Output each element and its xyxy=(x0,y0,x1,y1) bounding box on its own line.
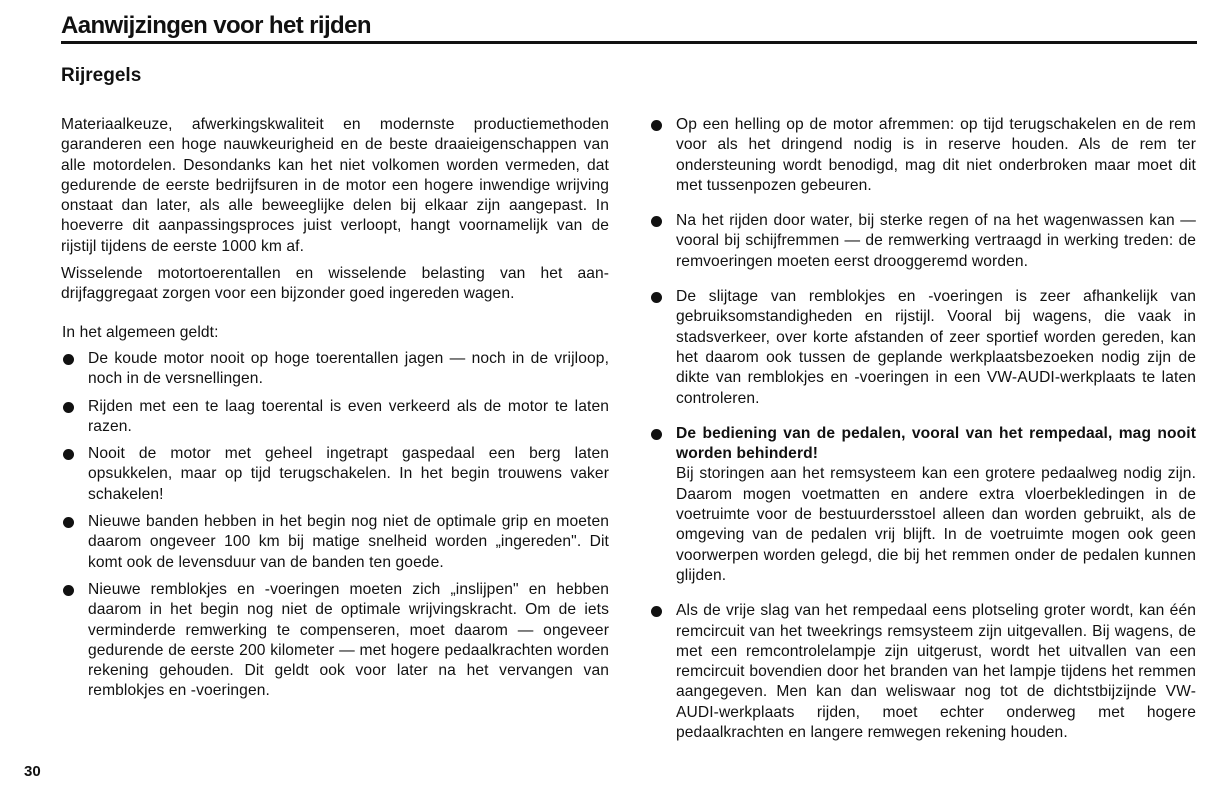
list-item xyxy=(61,512,609,573)
list-item-text: Nieuwe remblokjes en -voeringen moeten zich „inslijpen" en hebben daarom in het begin nog niet de optimale wrijvingskracht. Om de iets verminderde remwerking te compenseren, moet daarom — ongeveer gedurende de eerste 200 kilometer — met hogere pedaalkrachten worden rekening gehouden. Dit geldt ook voor later na het vervangen van remblokjes en -voeringen. xyxy=(88,580,609,700)
list-item xyxy=(61,580,609,702)
list-item xyxy=(649,424,1196,586)
list-item xyxy=(61,397,609,438)
list-item-text: Nooit de motor met geheel ingetrapt gaspedaal een berg laten opsukkelen, maar op tijd terugschakelen. In het begin trouwens vaker schakelen! xyxy=(88,445,609,503)
title-rule xyxy=(61,41,1197,44)
rules-subheading: In het algemeen geldt: xyxy=(62,323,219,341)
list-item xyxy=(649,115,1196,196)
bullet-icon xyxy=(651,120,662,131)
bullet-icon xyxy=(63,402,74,413)
bullet-icon xyxy=(651,216,662,227)
list-item-text: Bij storingen aan het remsysteem kan een grotere pedaalweg nodig zijn. Daarom mogen voetmatten en andere extra vloerbekledingen in de voetruimte voor de bestuurdersstoel alleen dan worden gebruikt, als de omgeving van de pedalen vrij blijft. In de voetruimte mogen ook geen voorwerpen worden gelegd, die bij het remmen onder de pedalen kunnen glijden. xyxy=(676,465,1196,584)
list-item xyxy=(649,601,1196,743)
list-item xyxy=(649,287,1196,409)
bullet-icon xyxy=(63,517,74,528)
right-column xyxy=(649,115,1196,758)
intro-paragraph: Wisselende motortoerentallen en wisselende belasting van het aandrijfaggregaat zorgen voor een bijzonder goed ingereden wagen. xyxy=(61,265,609,303)
bullet-icon xyxy=(651,429,662,440)
list-item-text: De slijtage van remblokjes en -voeringen is zeer afhankelijk van gebruiksomstandigheden en rijstijl. Vooral bij wagens, die vaak in stadsverkeer, over korte afstanden of zeer sportief worden gereden, kan het daarom ook tussen de geplande werkplaatsbezoeken nodig zijn de dikte van remblokjes en -voeringen in een VW-AUDI-werkplaats te laten controleren. xyxy=(676,288,1196,407)
list-item xyxy=(61,349,609,390)
bullet-icon xyxy=(63,354,74,365)
list-item-text: Na het rijden door water, bij sterke regen of na het wagenwassen kan — vooral bij schijfremmen — de remwerking vertraagd in werking treden: de remvoeringen moeten eerst drooggeremd worden. xyxy=(676,212,1196,270)
warning-heading: De bediening van de pedalen, vooral van het rempedaal, mag nooit worden behinderd! xyxy=(676,424,1196,463)
left-column xyxy=(61,115,609,709)
list-item-text: Nieuwe banden hebben in het begin nog niet de optimale grip en moeten daarom ongeveer 100 km bij matige snelheid worden „ingereden". Dit komt ook de levensduur van de banden ten goede. xyxy=(88,513,609,571)
list-item xyxy=(649,211,1196,272)
list-item-text: De koude motor nooit op hoge toerentallen jagen — noch in de vrijloop, noch in de versnellingen. xyxy=(88,349,609,388)
list-item xyxy=(61,444,609,505)
bullet-icon xyxy=(63,449,74,460)
page-title: Aanwijzingen voor het rijden xyxy=(61,12,371,39)
bullet-icon xyxy=(651,606,662,617)
left-bullet-list xyxy=(61,349,609,702)
right-bullet-list xyxy=(649,115,1196,743)
section-title: Rijregels xyxy=(61,65,142,86)
bullet-icon xyxy=(63,585,74,596)
list-item-text: Rijden met een te laag toerental is even verkeerd als de motor te laten razen. xyxy=(88,397,609,435)
intro-paragraph: Materiaalkeuze, afwerkingskwaliteit en modernste productiemethoden garanderen een hoge nauwkeurigheid en de beste draaieigenschappen van alle motordelen. Desondanks kan het niet volkomen worden vermeden, dat gedurende de eerste bedrijfsuren in de motor een hogere inwendige wrijving onstaat dan later, als alle beweeglijke delen bij elkaar zijn aangepast. In hoeverre dit aanpassingsproces juist verloopt, hangt voornamelijk van de rijstijl tijdens de eerste 1000 km af. xyxy=(61,116,609,255)
list-item-text: Als de vrije slag van het rempedaal eens plotseling groter wordt, kan één remcircuit van het tweekrings remsysteem zijn uitgevallen. Bij wagens, de met een remcontrolelampje zijn uitgerust, wordt het uitvallen van een remcircuit bovendien door het branden van het lampje tijdens het remmen aangegeven. Men kan dan weliswaar nog tot de dichtstbijzijnde VW-AUDI-werkplaats rijden, moet echter onderweg met hogere pedaalkrachten en langere remwegen rekening houden. xyxy=(676,602,1196,742)
page-number: 30 xyxy=(24,763,41,780)
bullet-icon xyxy=(651,292,662,303)
list-item-text: Op een helling op de motor afremmen: op tijd terugschakelen en de rem voor als het dringend nodig is in reserve houden. Als de rem ter ondersteuning wordt benodigd, mag dit niet onderbroken maar moet dit met tussenpozen gebeuren. xyxy=(676,116,1196,194)
